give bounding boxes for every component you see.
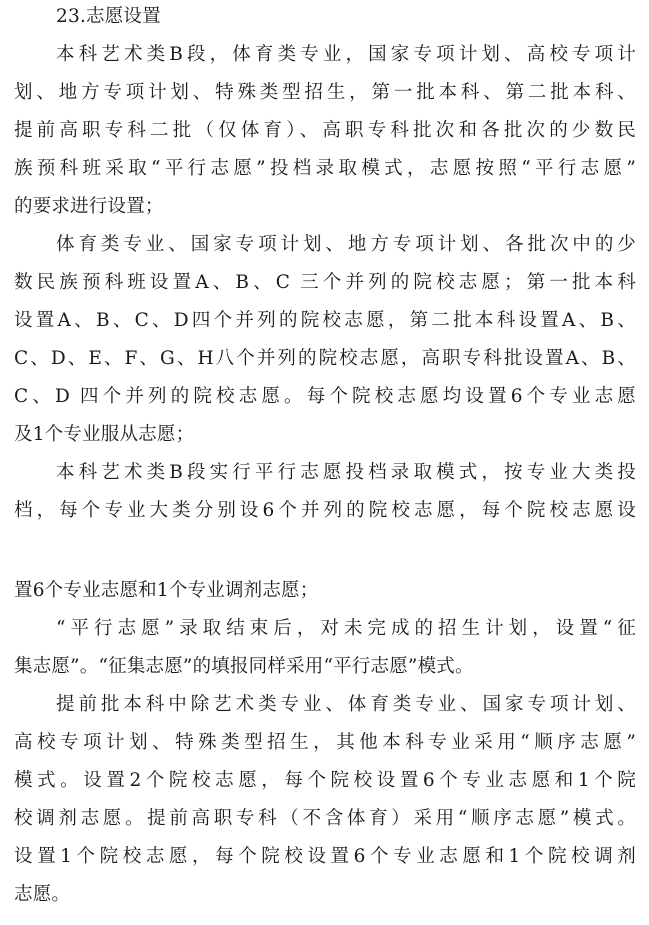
paragraph-line: 校调剂志愿。提前高职专科（不含体育）采用“顺序志愿”模式。 xyxy=(14,808,636,829)
paragraph-line: 数民族预科班设置A、B、C 三个并列的院校志愿；第一批本科 xyxy=(14,272,636,293)
paragraph-line: 集志愿”。“征集志愿”的填报同样采用“平行志愿”模式。 xyxy=(14,656,474,677)
paragraph-line: 设置1个院校志愿，每个院校设置6个专业志愿和1个院校调剂 xyxy=(14,846,636,867)
paragraph-line: “平行志愿”录取结束后，对未完成的招生计划，设置“征 xyxy=(56,618,636,639)
paragraph-line: 档，每个专业大类分别设6个并列的院校志愿，每个院校志愿设 xyxy=(14,500,636,521)
paragraph-line: 提前高职专科二批（仅体育）、高职专科批次和各批次的少数民 xyxy=(14,120,636,141)
paragraph-line: 设置A、B、C、D四个并列的院校志愿，第二批本科设置A、B、 xyxy=(14,310,636,331)
paragraph-line: 模式。设置2个院校志愿，每个院校设置6个专业志愿和1个院 xyxy=(14,770,636,791)
paragraph-line: 志愿。 xyxy=(14,884,71,905)
paragraph-line: C、D、E、F、G、H八个并列的院校志愿，高职专科批设置A、B、 xyxy=(14,348,636,369)
paragraph-line: C、D 四个并列的院校志愿。每个院校志愿均设置6个专业志愿 xyxy=(14,386,636,407)
paragraph-line: 本科艺术类B段，体育类专业，国家专项计划、高校专项计 xyxy=(56,44,636,65)
paragraph-line: 划、地方专项计划、特殊类型招生，第一批本科、第二批本科、 xyxy=(14,82,636,103)
paragraph-line: 体育类专业、国家专项计划、地方专项计划、各批次中的少 xyxy=(56,234,636,255)
paragraph-line: 族预科班采取“平行志愿”投档录取模式，志愿按照“平行志愿” xyxy=(14,158,636,179)
paragraph-line: 本科艺术类B段实行平行志愿投档录取模式，按专业大类投 xyxy=(56,462,636,483)
paragraph-line: 高校专项计划、特殊类型招生，其他本科专业采用“顺序志愿” xyxy=(14,732,636,753)
paragraph-line: 置6个专业志愿和1个专业调剂志愿； xyxy=(14,580,319,601)
paragraph-line: 及1个专业服从志愿； xyxy=(14,424,195,445)
section-heading: 23.志愿设置 xyxy=(56,6,161,27)
paragraph-line: 的要求进行设置； xyxy=(14,196,164,217)
paragraph-line: 提前批本科中除艺术类专业、体育类专业、国家专项计划、 xyxy=(56,694,636,715)
